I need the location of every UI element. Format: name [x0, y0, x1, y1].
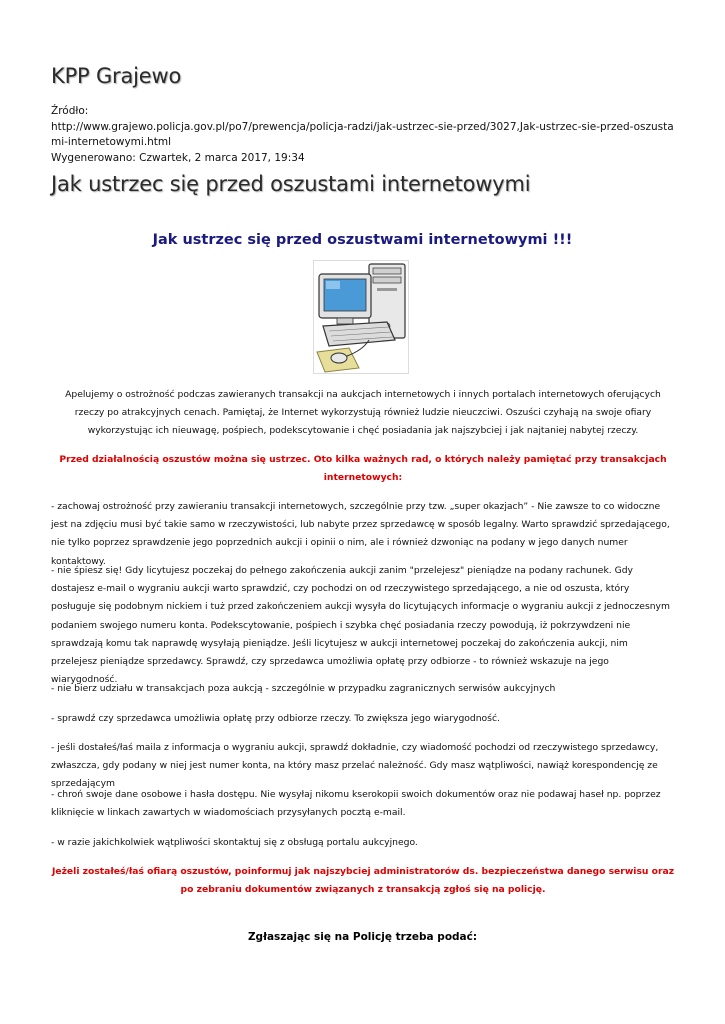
intro-paragraph: Apelujemy o ostrożność podczas zawieranych transakcji na aukcjach internetowych i innych portalach internetowych oferujących rzeczy po atrakcyjnych cenach. Pamiętaj, że Internet wykorzystują również ludzie nieuczciwi. Oszuści czyhają na swoje ofiary wykorzystując ich nieuwagę, pośpiech, podekscytowanie i chęć posiadania jak najszybciej i jak najtaniej nabytej rzeczy. — [65, 389, 661, 437]
tip-item: - chroń swoje dane osobowe i hasła dostępu. Nie wysyłaj nikomu kserokopii swoich dokumentów oraz nie podawaj haseł np. poprzez kliknięcie w linkach zawartych w wiadomościach przysyłanych pocztą e-mail. — [51, 789, 661, 819]
article-headline: Jak ustrzec się przed oszustwami internetowymi !!! — [152, 232, 573, 248]
tip-item: - zachowaj ostrożność przy zawieraniu transakcji internetowych, szczególnie przy tzw. „super okazjach” - Nie zawsze to co widoczne jest na zdjęciu musi być takie samo w rzeczywistości, lub nabyte przez sprzedawcę w sposób legalny. Warto sprawdzić sprzedającego, nie tylko poprzez sprawdzenie jego poprzednich aukcji i opinii o nim, ale i również dzwoniąc na podany w jego danych numer kontaktowy. — [51, 501, 670, 567]
tip-item: - nie śpiesz się! Gdy licytujesz poczekaj do pełnego zakończenia aukcji zanim "przelejesz" pieniądze na podany rachunek. Gdy dostajesz e-mail o wygraniu aukcji warto sprawdzić, czy pochodzi on od rzeczywistego sprzedającego, a nie od oszusta, który posługuje się podobnym nickiem i tuż przed zakończeniem aukcji wysyła do licytujących informacje o wygraniu aukcji z jednoczesnym podaniem swojego numeru konta. Podekscytowanie, pośpiech i szybka chęć posiadania rzeczy powodują, iż pokrzywdzeni nie sprawdzają komu tak naprawdę wysyłają pieniądze. Jeśli licytujesz w aukcji internetowej poczekaj do zakończenia aukcji, nim przelejesz pieniądze sprzedawcy. Sprawdź, czy sprzedawca umożliwia opłatę przy odbiorze - to również wskazuje na jego wiarygodność. — [51, 565, 670, 686]
victim-note: Jeżeli zostałeś/łaś ofiarą oszustów, poinformuj jak najszybciej administratorów ds. bezpieczeństwa danego serwisu oraz po zebraniu dokumentów związanych z transakcją zgłoś się na policję. — [51, 866, 675, 896]
generated-timestamp: Wygenerowano: Czwartek, 2 marca 2017, 19:34 — [51, 151, 305, 164]
source-label: Źródło: — [51, 105, 89, 117]
tip-item: - nie bierz udziału w transakcjach poza aukcją - szczególnie w przypadku zagranicznych serwisów aukcyjnych — [51, 683, 556, 694]
report-heading: Zgłaszając się na Policję trzeba podać: — [247, 931, 478, 943]
tip-item: - jeśli dostałeś/łaś maila z informacja o wygraniu aukcji, sprawdź dokładnie, czy wiadomość pochodzi od rzeczywistego sprzedawcy, zwłaszcza, gdy podany w niej jest numer konta, na który masz przelać należność. Gdy masz wątpliwości, nawiąż korespondencję ze sprzedającym — [51, 742, 659, 790]
source-block — [51, 104, 681, 166]
source-url[interactable]: http://www.grajewo.policja.gov.pl/po7/prewencja/policja-radzi/jak-ustrzec-sie-przed/3027,Jak-ustrzec-sie-przed-oszustami-internetowymi.html — [51, 120, 674, 148]
tip-item: - w razie jakichkolwiek wątpliwości skontaktuj się z obsługą portalu aukcyjnego. — [51, 837, 418, 848]
computer-illustration-icon — [313, 260, 409, 374]
warning-heading: Przed działalnością oszustów można się ustrzec. Oto kilka ważnych rad, o których należy pamiętać przy transakcjach internetowych: — [59, 454, 667, 484]
tip-item: - sprawdź czy sprzedawca umożliwia opłatę przy odbiorze rzeczy. To zwiększa jego wiarygodność. — [51, 713, 500, 724]
site-title: KPP Grajewo — [51, 64, 182, 88]
article-title: Jak ustrzec się przed oszustami internetowymi — [51, 172, 531, 196]
